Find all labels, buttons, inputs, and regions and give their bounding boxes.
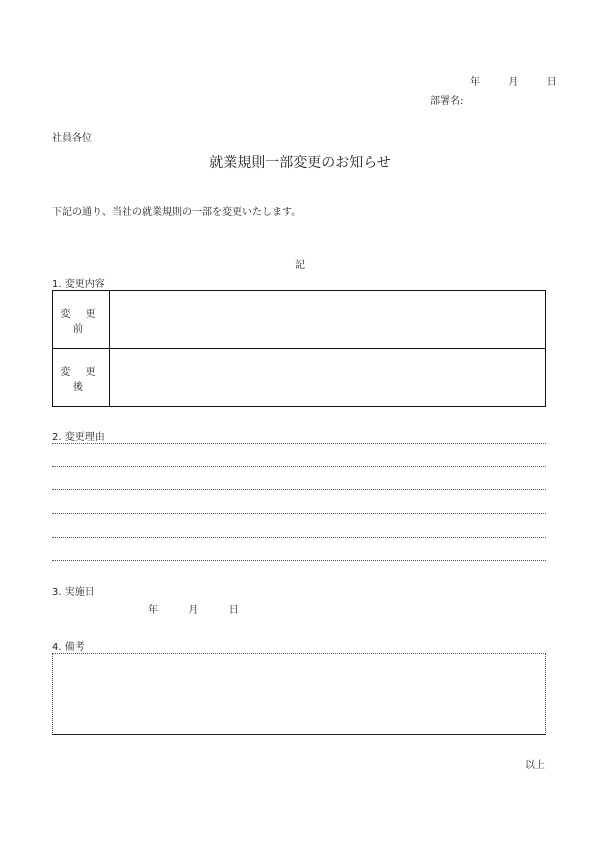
after-content-cell[interactable] (110, 349, 546, 407)
intro-text: 下記の通り、当社の就業規則の一部を変更いたします。 (52, 207, 302, 218)
before-content-cell[interactable] (110, 291, 546, 349)
after-label: 変 更 後 (53, 349, 110, 407)
impl-month-label: 月 (188, 605, 199, 616)
remarks-box[interactable] (52, 653, 546, 735)
document-title: 就業規則一部変更のお知らせ (209, 155, 391, 171)
department-label: 部署名: (430, 96, 464, 107)
impl-day-label: 日 (228, 605, 239, 616)
reason-line[interactable] (52, 443, 546, 444)
ki-marker: 記 (295, 260, 305, 271)
addressee: 社員各位 (52, 133, 92, 144)
reason-line[interactable] (52, 466, 546, 467)
reason-line[interactable] (52, 537, 546, 538)
impl-year-label: 年 (148, 605, 158, 616)
section-reason-heading: 2. 変更理由 (52, 432, 105, 443)
header-day-label: 日 (546, 77, 557, 88)
header-date (470, 73, 557, 88)
header-year-label: 年 (470, 77, 480, 88)
section-change-content-heading: 1. 変更内容 (52, 279, 105, 290)
section-remarks-heading: 4. 備考 (52, 642, 85, 653)
section-implementation-heading: 3. 実施日 (52, 587, 95, 598)
implementation-date[interactable] (148, 601, 239, 616)
closing-text: 以上 (525, 760, 545, 771)
before-label: 変 更 前 (53, 291, 110, 349)
change-content-table (52, 290, 546, 407)
reason-line[interactable] (52, 513, 546, 514)
header-month-label: 月 (508, 77, 519, 88)
reason-line[interactable] (52, 560, 546, 561)
reason-line[interactable] (52, 489, 546, 490)
